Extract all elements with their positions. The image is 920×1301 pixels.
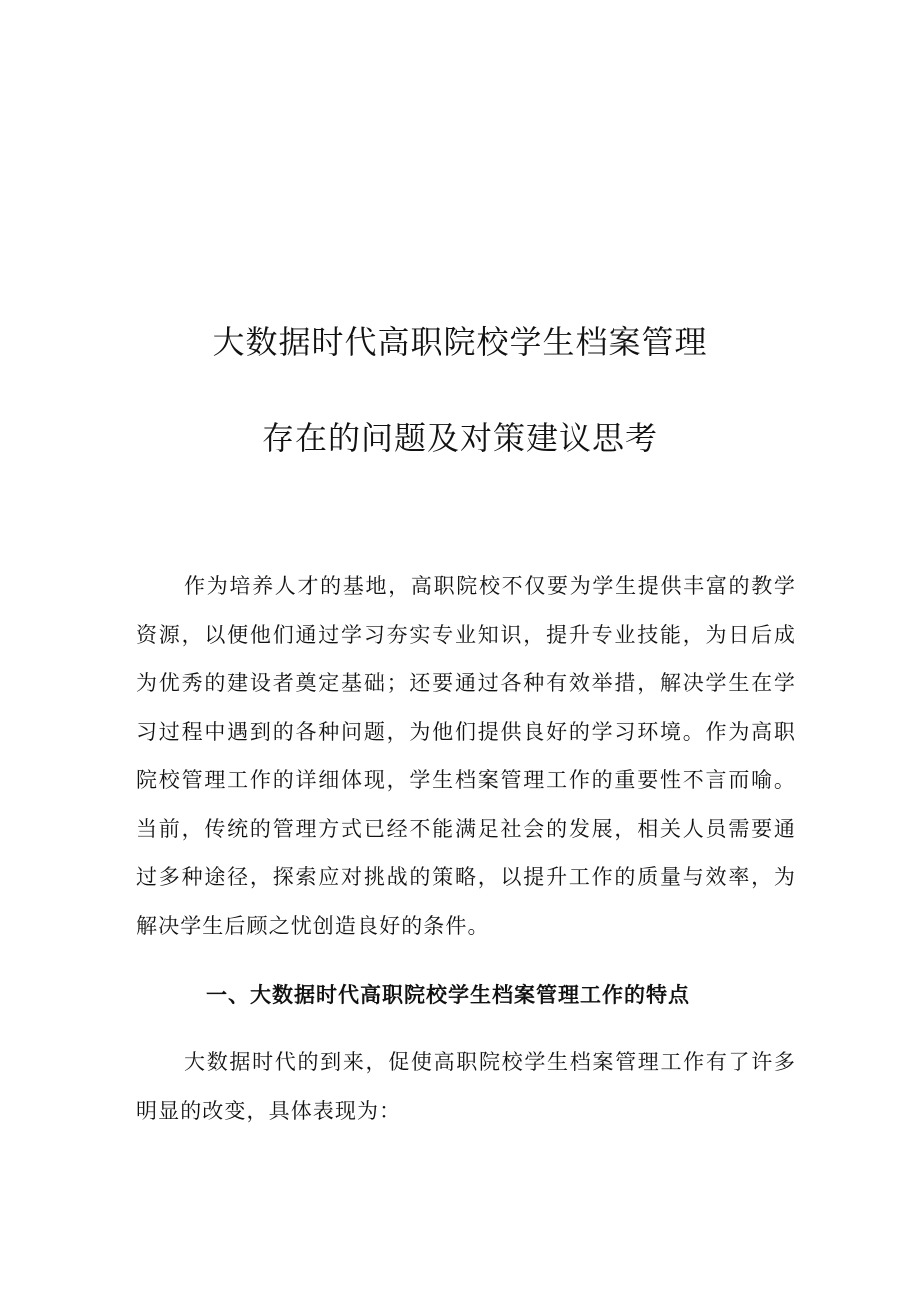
document-title-line-2: 存在的问题及对策建议思考 (261, 419, 658, 457)
intro-paragraph: 作为培养人才的基地，高职院校不仅要为学生提供丰富的教学资源，以便他们通过学习夯实专业知识，提升专业技能，为日后成为优秀的建设者奠定基础；还要通过各种有效举措，解决学生在学习过程中遇到的各种问题，为他们提供良好的学习环境。作为高职院校管理工作的详细体现，学生档案管理工作的重要性不言而喻。当前，传统的管理方式已经不能满足社会的发展，相关人员需要通过多种途径，探索应对挑战的策略，以提升工作的质量与效率，为解决学生后顾之忧创造良好的条件。 (136, 574, 796, 938)
document-title-line-1: 大数据时代高职院校学生档案管理 (212, 323, 708, 361)
section-heading: 一、大数据时代高职院校学生档案管理工作的特点 (206, 983, 690, 1007)
section-paragraph: 大数据时代的到来，促使高职院校学生档案管理工作有了许多明显的改变，具体表现为： (136, 1050, 796, 1123)
